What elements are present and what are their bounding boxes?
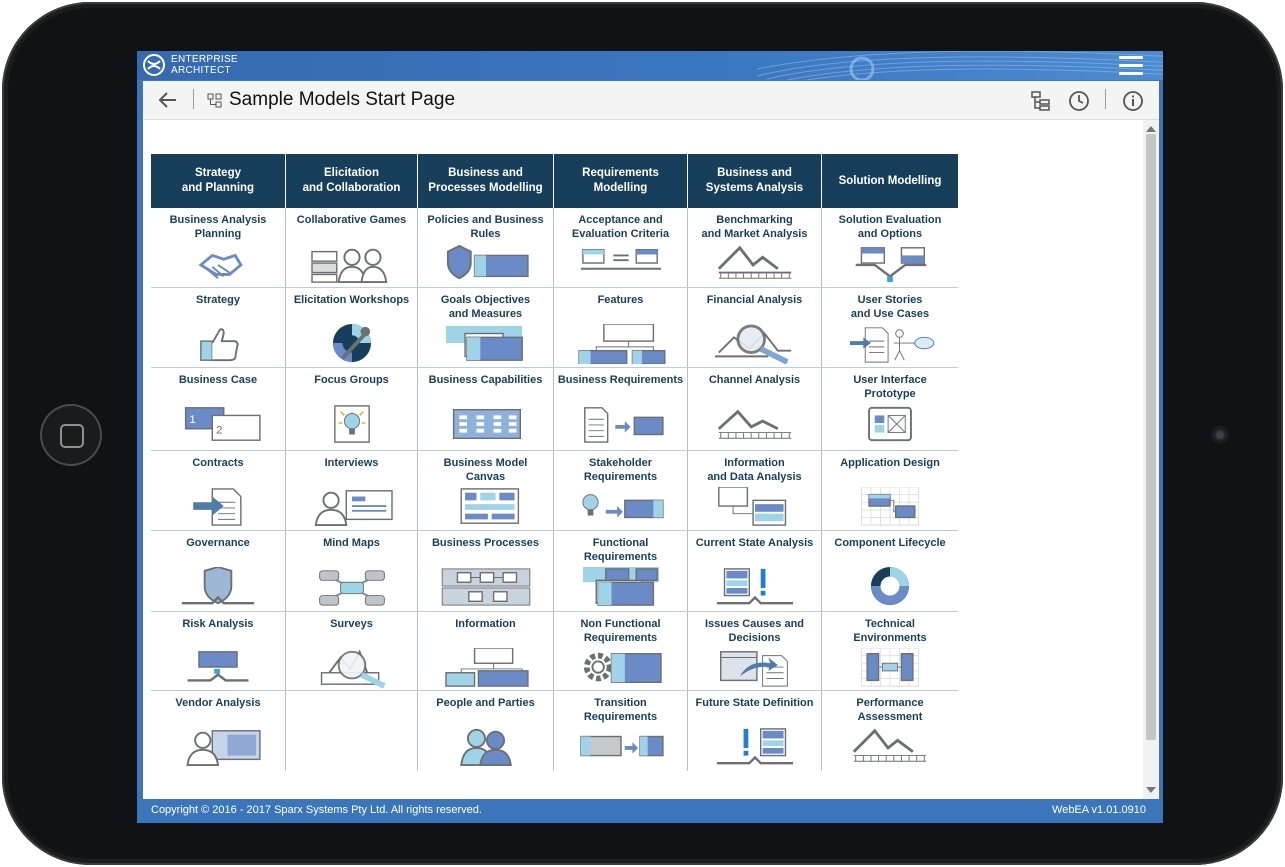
model-tile-label: Features [597, 294, 644, 306]
scroll-thumb[interactable] [1146, 134, 1156, 740]
scroll-up-arrow-icon[interactable] [1146, 126, 1156, 132]
column-header: Solution Modelling [822, 154, 958, 208]
information-icon [440, 648, 532, 688]
model-tile-label: Information [455, 618, 516, 630]
model-tile[interactable] [554, 691, 687, 771]
canvas-icon [440, 487, 532, 527]
model-tile-label: Surveys [330, 618, 373, 630]
model-tile[interactable] [554, 208, 687, 288]
title-bar [143, 81, 1159, 120]
model-tile-label: Risk Analysis [182, 618, 254, 630]
model-tile[interactable] [418, 531, 553, 612]
model-tile[interactable] [554, 451, 687, 531]
model-tile[interactable] [418, 368, 553, 451]
workshop-icon [306, 324, 398, 364]
home-square-icon [60, 424, 84, 448]
model-tile[interactable] [151, 208, 285, 288]
svg-text:1: 1 [189, 414, 196, 427]
transition-icon [575, 727, 667, 767]
doc-arrow-icon [575, 404, 667, 444]
content-area [143, 120, 1143, 798]
model-tile-label: People and Parties [436, 697, 535, 709]
grid-divider [151, 287, 958, 288]
future-state-icon [709, 727, 801, 767]
model-tile[interactable] [418, 691, 553, 771]
model-tile-label: Business Requirements [557, 374, 684, 386]
grid-divider [417, 208, 418, 771]
separator [1105, 89, 1106, 109]
home-button[interactable] [40, 404, 102, 466]
model-tile[interactable] [822, 612, 958, 691]
model-tile[interactable] [822, 691, 958, 771]
model-tile-label: Collaborative Games [296, 214, 407, 226]
model-tile-label: Contracts [192, 457, 244, 469]
model-tile-label: Transition Requirements [583, 697, 658, 723]
grid-divider [151, 611, 958, 612]
model-tile[interactable] [554, 368, 687, 451]
capabilities-icon [440, 404, 532, 444]
model-tile-label: Mind Maps [323, 537, 380, 549]
model-tile[interactable] [418, 288, 553, 368]
model-tile-label: Technical Environments [853, 618, 927, 644]
business-case-icon [172, 404, 264, 444]
model-tile-label: Elicitation Workshops [293, 294, 410, 306]
model-tile[interactable] [418, 451, 553, 531]
use-case-icon [844, 324, 936, 364]
column-header: Elicitation and Collaboration [286, 154, 417, 208]
grid-divider [285, 208, 286, 771]
scroll-down-arrow-icon[interactable] [1146, 787, 1156, 793]
column-header: Strategy and Planning [151, 154, 285, 208]
model-tile[interactable] [688, 208, 821, 288]
ea-logo [143, 54, 238, 76]
vertical-scrollbar[interactable] [1143, 120, 1159, 799]
model-tile-label: Current State Analysis [695, 537, 814, 549]
separator [193, 89, 194, 109]
app-design-icon [844, 487, 936, 527]
shield-icon [172, 567, 264, 607]
model-tile-label: Acceptance and Evaluation Criteria [571, 214, 670, 240]
lifecycle-icon [844, 567, 936, 607]
model-tile[interactable] [286, 531, 417, 612]
current-state-icon [709, 567, 801, 607]
vendor-icon [172, 727, 264, 767]
model-tile[interactable] [688, 531, 821, 612]
model-tile[interactable] [151, 451, 285, 531]
lightbulb-icon [306, 404, 398, 444]
model-tile-label: Business Processes [431, 537, 539, 549]
acceptance-icon [575, 244, 667, 284]
model-tile[interactable] [286, 208, 417, 288]
model-tile-label: Strategy [195, 294, 241, 306]
version-text: WebEA v1.01.0910 [1052, 804, 1146, 816]
issues-icon [709, 648, 801, 688]
model-tile-label: Policies and Business Rules [427, 214, 544, 240]
page-title: Sample Models Start Page [229, 89, 456, 110]
footer [137, 799, 1163, 823]
games-icon [306, 244, 398, 284]
model-tile[interactable] [286, 612, 417, 691]
process-icon [440, 567, 532, 607]
model-tile[interactable] [151, 691, 285, 771]
model-tile[interactable] [822, 368, 958, 451]
model-tile-label: Channel Analysis [708, 374, 801, 386]
header-swirl-decoration [757, 51, 1163, 80]
column-header: Business and Processes Modelling [418, 154, 553, 208]
model-tile-label: Application Design [840, 457, 940, 469]
grid-divider [151, 450, 958, 451]
model-tile[interactable] [151, 531, 285, 612]
stakeholder-icon [575, 487, 667, 527]
model-tile[interactable] [688, 451, 821, 531]
model-tile[interactable] [286, 368, 417, 451]
grid-divider [553, 208, 554, 771]
copyright-text: Copyright © 2016 - 2017 Sparx Systems Pty Ltd. All rights reserved. [151, 804, 482, 816]
model-tile[interactable] [418, 208, 553, 288]
model-tile[interactable] [286, 451, 417, 531]
model-tile[interactable] [554, 612, 687, 691]
model-tile-label: Information and Data Analysis [707, 457, 802, 483]
features-icon [575, 324, 667, 364]
column-header: Business and Systems Analysis [688, 154, 821, 208]
main-panel [143, 81, 1159, 799]
model-tile[interactable] [688, 612, 821, 691]
model-tile[interactable] [418, 612, 553, 691]
model-tile[interactable] [151, 288, 285, 368]
model-tile-label: Performance Assessment [856, 697, 924, 723]
data-analysis-icon [709, 487, 801, 527]
grid-divider [151, 367, 958, 368]
people-icon [440, 727, 532, 767]
app-screen [137, 51, 1163, 823]
logo-line1: ENTERPRISE [171, 54, 238, 65]
gear-icon [575, 648, 667, 688]
model-tile-label: Future State Definition [695, 697, 814, 709]
model-tile[interactable] [151, 612, 285, 691]
grid-divider [821, 208, 822, 771]
model-tile[interactable] [688, 691, 821, 771]
ui-prototype-icon [844, 404, 936, 444]
model-tile-label: Interviews [324, 457, 379, 469]
model-tile-label: User Interface Prototype [853, 374, 927, 400]
model-tile-label: Business Capabilities [428, 374, 543, 386]
model-tile[interactable] [554, 531, 687, 612]
grid-divider [151, 530, 958, 531]
interview-icon [306, 487, 398, 527]
hierarchy-icon[interactable] [1029, 89, 1053, 113]
model-tile[interactable] [554, 288, 687, 368]
solution-icon [844, 244, 936, 284]
contract-icon [172, 487, 264, 527]
model-tile-label: Business Model Canvas [443, 457, 528, 483]
model-tile [286, 691, 417, 771]
model-tile[interactable] [822, 288, 958, 368]
channel-icon [709, 404, 801, 444]
model-tile[interactable] [286, 288, 417, 368]
performance-icon [844, 727, 936, 767]
thumbs-up-icon [172, 324, 264, 364]
grid-divider [687, 208, 688, 771]
model-tile-label: Governance [186, 537, 250, 549]
model-tile-label: Benchmarking and Market Analysis [701, 214, 808, 240]
model-tile[interactable] [822, 531, 958, 612]
risk-icon [172, 648, 264, 688]
model-tile[interactable] [822, 208, 958, 288]
model-tile-label: Issues Causes and Decisions [704, 618, 805, 644]
model-tile-label: Solution Evaluation and Options [838, 214, 942, 240]
model-page-icon [207, 93, 223, 109]
magnifier-icon [709, 324, 801, 364]
tech-env-icon [844, 648, 936, 688]
back-arrow-icon[interactable] [157, 89, 179, 111]
goals-icon [440, 324, 532, 364]
grid-divider [151, 690, 958, 691]
handshake-icon [172, 244, 264, 284]
model-tile[interactable] [688, 368, 821, 451]
ea-logo-icon [143, 54, 165, 76]
hamburger-menu-icon[interactable] [1119, 56, 1143, 75]
mindmap-icon [306, 567, 398, 607]
model-tile-label: Focus Groups [314, 374, 389, 386]
model-tile-label: Financial Analysis [706, 294, 803, 306]
policy-icon [440, 244, 532, 284]
model-tile-label: Vendor Analysis [175, 697, 261, 709]
model-tile-label: Component Lifecycle [834, 537, 946, 549]
recent-clock-icon[interactable] [1067, 89, 1091, 113]
model-tile-label: Non Functional Requirements [580, 618, 661, 644]
benchmark-icon [709, 244, 801, 284]
model-tile[interactable] [688, 288, 821, 368]
logo-line2: ARCHITECT [171, 65, 231, 76]
camera-icon [1211, 426, 1229, 444]
model-tile[interactable] [151, 368, 285, 451]
functional-icon [575, 567, 667, 607]
top-bar [137, 51, 1163, 80]
model-tile-label: Functional Requirements [583, 537, 658, 563]
column-header: Requirements Modelling [554, 154, 687, 208]
svg-text:2: 2 [216, 424, 223, 437]
model-tile-label: Business Case [178, 374, 258, 386]
model-tile[interactable] [822, 451, 958, 531]
model-tile-label: Goals Objectives and Measures [440, 294, 531, 320]
model-tile-label: Stakeholder Requirements [583, 457, 658, 483]
info-icon[interactable] [1121, 89, 1145, 113]
model-tile-label: User Stories and Use Cases [850, 294, 930, 320]
model-tile-label: Business Analysis Planning [169, 214, 267, 240]
survey-icon [306, 648, 398, 688]
